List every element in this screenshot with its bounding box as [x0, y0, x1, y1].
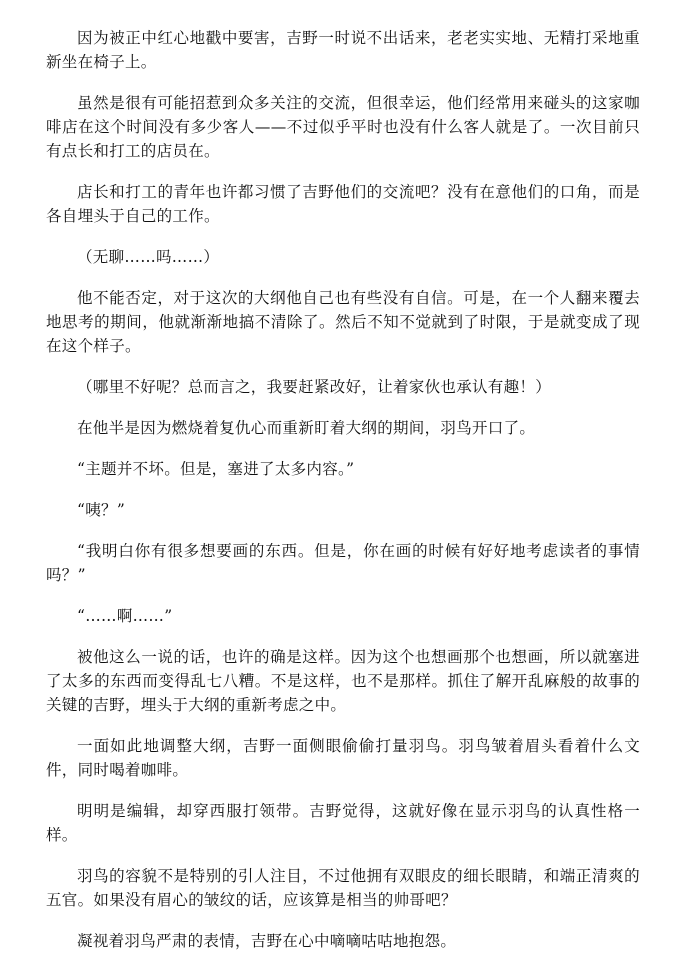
- paragraph: “主题并不坏。但是，塞进了太多内容。”: [77, 460, 355, 478]
- paragraph: 在他半是因为燃烧着复仇心而重新盯着大纲的期间，羽鸟开口了。: [77, 419, 536, 437]
- paragraph: 他不能否定，对于这次的大纲他自己也有些没有自信。可是，在一个人翻来覆去地思考的期间，他就渐渐地搞不清除了。然后不知不觉就到了时限，于是就变成了现在这个样子。: [46, 289, 640, 355]
- paragraph: 店长和打工的青年也许都习惯了吉野他们的交流吧？没有在意他们的口角，而是各自埋头于自己的工作。: [46, 183, 640, 225]
- paragraph: 明明是编辑，却穿西服打领带。吉野觉得，这就好像在显示羽鸟的认真性格一样。: [46, 802, 640, 844]
- paragraph: 被他这么一说的话，也许的确是这样。因为这个也想画那个也想画，所以就塞进了太多的东西而变得乱七八糟。不是这样，也不是那样。抓住了解开乱麻般的故事的关键的吉野，埋头于大纲的重新考虑之中。: [46, 648, 640, 714]
- paragraph: （无聊……吗……）: [77, 248, 220, 266]
- paragraph: “我明白你有很多想要画的东西。但是，你在画的时候有好好地考虑读者的事情吗？”: [46, 542, 640, 584]
- paragraph: 凝视着羽鸟严肃的表情，吉野在心中嘀嘀咕咕地抱怨。: [77, 932, 457, 950]
- paragraph: 虽然是很有可能招惹到众多关注的交流，但很幸运，他们经常用来碰头的这家咖啡店在这个时间没有多少客人——不过似乎平时也没有什么客人就是了。一次目前只有点长和打工的店员在。: [46, 94, 640, 160]
- paragraph: “……啊……”: [77, 607, 173, 625]
- paragraph: 因为被正中红心地戳中要害，吉野一时说不出话来，老老实实地、无精打采地重新坐在椅子上。: [46, 29, 640, 71]
- paragraph: 羽鸟的容貌不是特别的引人注目，不过他拥有双眼皮的细长眼睛，和端正清爽的五官。如果没有眉心的皱纹的话，应该算是相当的帅哥吧？: [46, 867, 640, 909]
- paragraph: （哪里不好呢？总而言之，我要赶紧改好，让着家伙也承认有趣！）: [77, 378, 552, 396]
- paragraph: 一面如此地调整大纲，吉野一面侧眼偷偷打量羽鸟。羽鸟皱着眉头看着什么文件，同时喝着咖啡。: [46, 737, 640, 779]
- paragraph: “咦？”: [77, 501, 126, 519]
